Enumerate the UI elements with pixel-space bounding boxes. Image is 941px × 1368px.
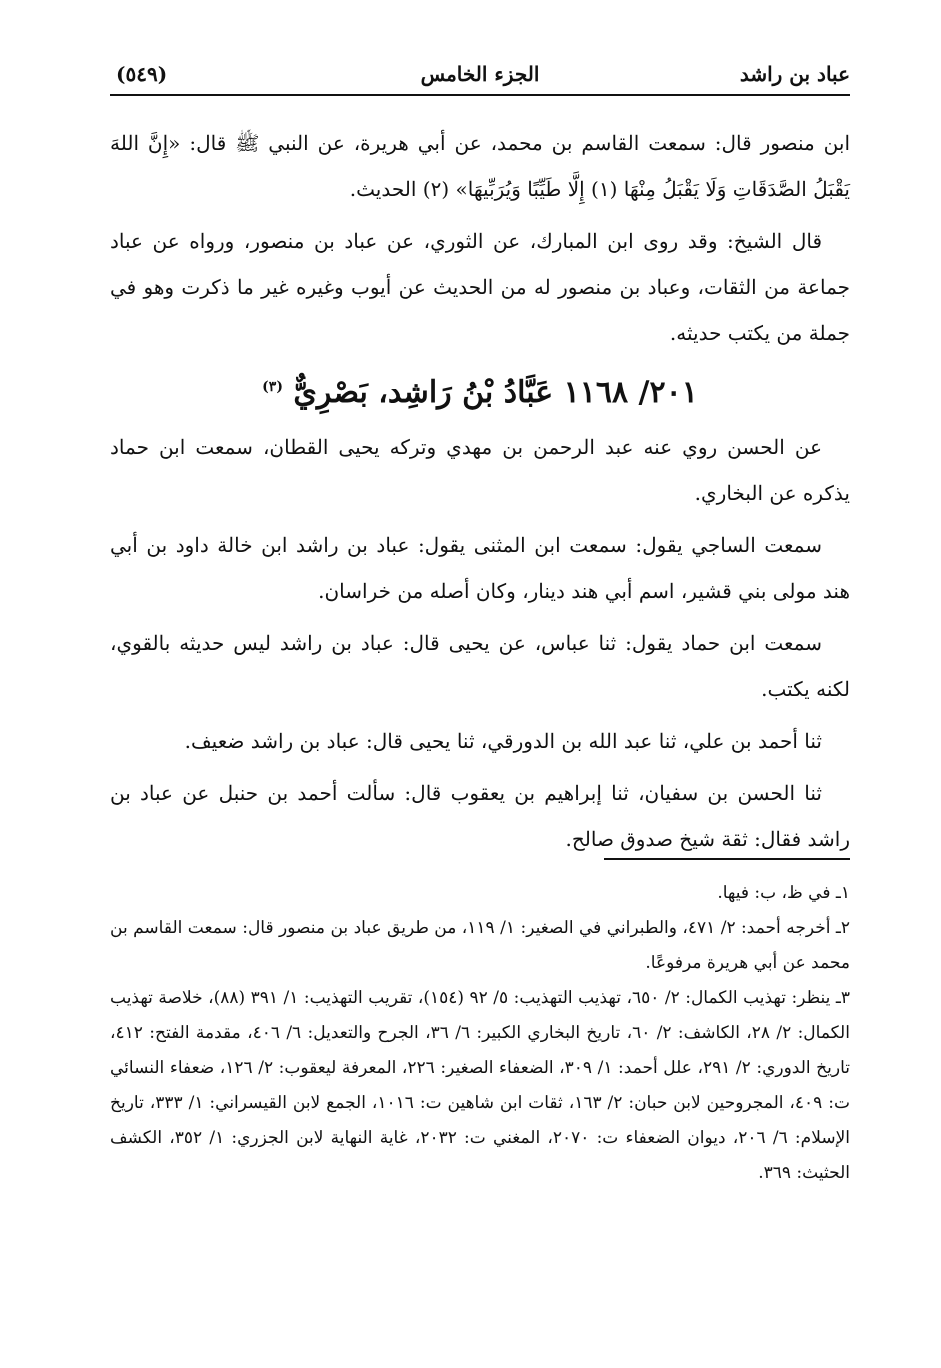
- paragraph: ثنا الحسن بن سفيان، ثنا إبراهيم بن يعقوب قال: سألت أحمد بن حنبل عن عباد بن راشد فقال: ثقة شيخ صدوق صالح.: [110, 781, 850, 851]
- volume-label: الجزء الخامس: [420, 62, 540, 86]
- paragraph: ثنا أحمد بن علي، ثنا عبد الله بن الدورقي، ثنا يحيى قال: عباد بن راشد ضعيف.: [184, 729, 822, 753]
- footnote: ٣ـ ينظر: تهذيب الكمال: ٢/ ٦٥٠، تهذيب التهذيب: ٥/ ٩٢ (١٥٤)، تقريب التهذيب: ١/ ٣٩١ (٨٨)، خلاصة تهذيب الكمال: ٢/ ٢٨، الكاشف: ٢/ ٦٠، تاريخ البخاري الكبير: ٦/ ٣٦، الجرح والتعديل: ٦/ ٤٠٦، مقدمة الفتح: ٤١٢، تاريخ الدوري: ٢/ ٢٩١، علل أحمد: ١/ ٣٠٩، الضعفاء الصغير: ٢٢٦، المعرفة ليعقوب: ٢/ ١٢٦، ضعفاء النسائي ت: ٤٠٩، المجروحين لابن حبان: ٢/ ١٦٣، ثقات ابن شاهين ت: ١٠١٦، الجمع لابن القيسراني: ١/ ٣٣٣، تاريخ الإسلام: ٦/ ٢٠٦، ديوان الضعفاء ت: ٢٠٧٠، المغني ت: ٢٠٣٢، غاية النهاية لابن الجزري: ١/ ٣٥٢، الكشف الحثيث: ٣٦٩.: [110, 988, 851, 1183]
- paragraph: سمعت ابن حماد يقول: ثنا عباس، عن يحيى قال: عباد بن راشد ليس حديثه بالقوي، لكنه يكتب.: [110, 631, 850, 701]
- paragraph: قال الشيخ: وقد روى ابن المبارك، عن الثوري، عن عباد بن منصور، ورواه عن عباد جماعة من الثقات، وعباد بن منصور له من الحديث عن أيوب وغيره غير ما ذكرت وهو في جملة من يكتب حديثه.: [110, 229, 850, 345]
- page-number: (٥٤٩): [116, 62, 168, 86]
- running-title: عباد بن راشد: [739, 62, 850, 86]
- footnote-separator: [604, 858, 850, 860]
- footnote: ٢ـ أخرجه أحمد: ٢/ ٤٧١، والطبراني في الصغير: ١/ ١١٩، من طريق عباد بن منصور قال: سمعت القاسم بن محمد عن أبي هريرة مرفوعًا.: [110, 918, 851, 973]
- main-text: [110, 120, 850, 868]
- page-header: [110, 58, 850, 96]
- footnote-marker: (٣): [262, 379, 283, 395]
- paragraph: سمعت الساجي يقول: سمعت ابن المثنى يقول: عباد بن راشد ابن خالة داود بن أبي هند مولى بني قشير، اسم أبي هند دينار، وكان أصله من خراسان.: [110, 533, 850, 603]
- footnote: ١ـ في ظ، ب: فيها.: [717, 883, 850, 903]
- entry-title: ٢٠١/ ١١٦٨ عَبَّادُ بْنُ رَاشِد، بَصْرِيٌّ: [293, 375, 698, 410]
- footnotes: [110, 876, 850, 1191]
- paragraph: ابن منصور قال: سمعت القاسم بن محمد، عن أبي هريرة، عن النبي ﷺ قال: «إِنَّ اللهَ يَقْبَلُ الصَّدَقَاتِ وَلَا يَقْبَلُ مِنْهَا (١) إِلَّا طَيِّبًا وَيُرَبِّيهَا» (٢) الحديث.: [110, 131, 850, 201]
- entry-heading: [110, 362, 850, 418]
- paragraph: عن الحسن روي عنه عبد الرحمن بن مهدي وتركه يحيى القطان، سمعت ابن حماد يذكره عن البخاري.: [110, 435, 850, 505]
